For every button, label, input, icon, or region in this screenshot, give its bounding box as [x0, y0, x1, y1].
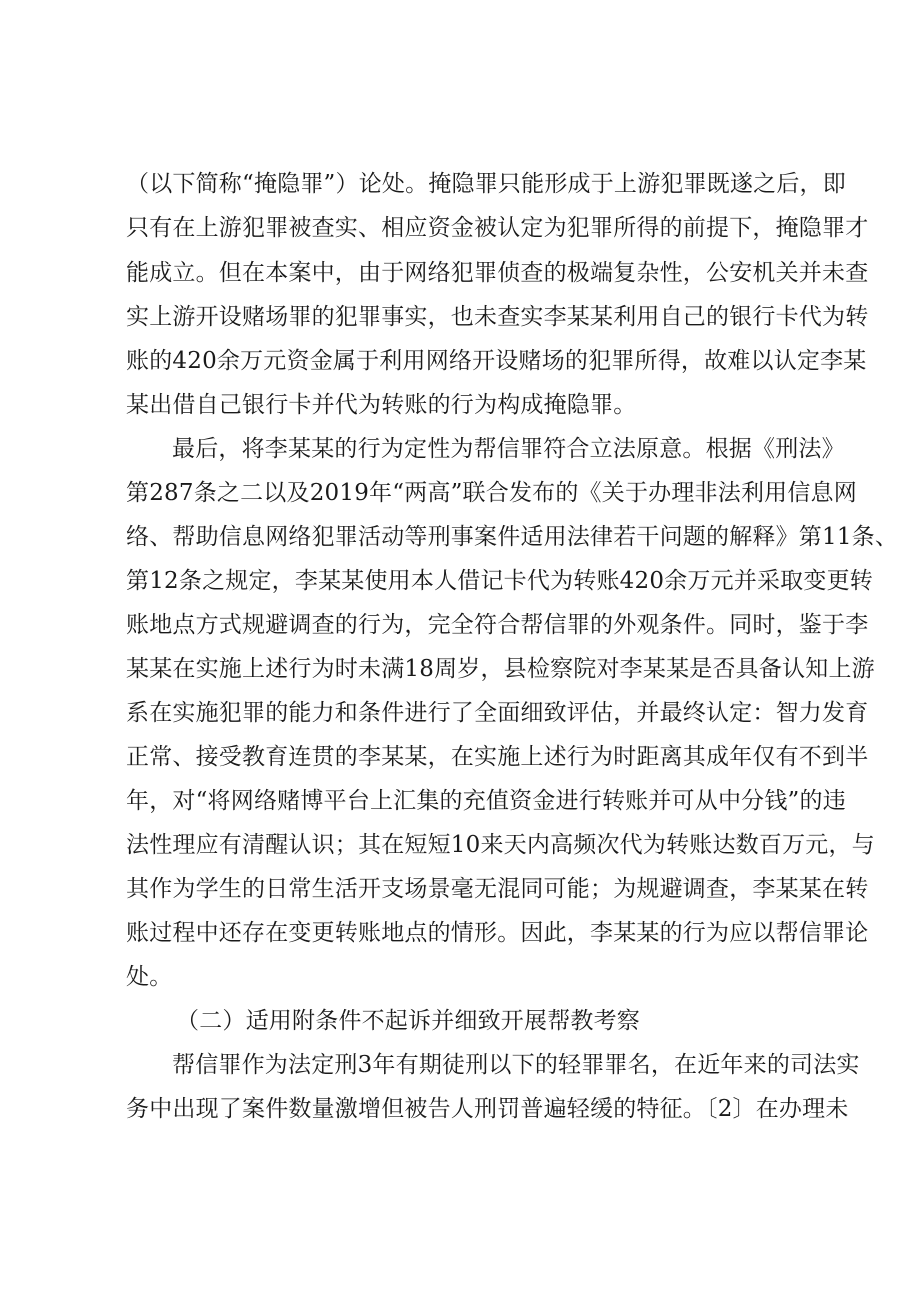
paragraph-2-line-3: 络、帮助信息网络犯罪活动等刑事案件适用法律若干问题的解释》第11条、	[126, 524, 899, 550]
paragraph-2-line-7: 系在实施犯罪的能力和条件进行了全面细致评估，并最终认定：智力发育	[126, 700, 869, 726]
paragraph-2-line-11: 其作为学生的日常生活开支场景毫无混同可能；为规避调查，李某某在转	[126, 876, 869, 902]
paragraph-2-line-8: 正常、接受教育连贯的李某某，在实施上述行为时距离其成年仅有不到半	[126, 744, 869, 770]
paragraph-1-line-6: 某出借自己银行卡并代为转账的行为构成掩隐罪。	[126, 392, 637, 418]
paragraph-1-line-5: 账的420余万元资金属于利用网络开设赌场的犯罪所得，故难以认定李某	[126, 348, 867, 374]
paragraph-2-line-12: 账过程中还存在变更转账地点的情形。因此，李某某的行为应以帮信罪论	[126, 920, 869, 946]
paragraph-2-line-6: 某某在实施上述行为时未满18周岁，县检察院对李某某是否具备认知上游	[126, 656, 875, 682]
section-heading: （二）适用附条件不起诉并细致开展帮教考察	[176, 1008, 640, 1034]
paragraph-2-line-13: 处。	[126, 964, 173, 990]
paragraph-2-line-10: 法性理应有清醒认识；其在短短10来天内高频次代为转账达数百万元，与	[126, 832, 875, 858]
paragraph-2-line-1: 最后，将李某某的行为定性为帮信罪符合立法原意。根据《刑法》	[172, 436, 845, 462]
paragraph-1-line-2: 只有在上游犯罪被查实、相应资金被认定为犯罪所得的前提下，掩隐罪才	[126, 215, 869, 241]
paragraph-2-line-2: 第287条之二以及2019年“两高”联合发布的《关于办理非法利用信息网	[126, 480, 857, 506]
paragraph-3-line-1: 帮信罪作为法定刑3年有期徒刑以下的轻罪罪名，在近年来的司法实	[172, 1052, 860, 1078]
paragraph-1-line-3: 能成立。但在本案中，由于网络犯罪侦查的极端复杂性，公安机关并未查	[126, 260, 869, 286]
paragraph-2-line-5: 账地点方式规避调查的行为，完全符合帮信罪的外观条件。同时，鉴于李	[126, 612, 869, 638]
paragraph-1-line-4: 实上游开设赌场罪的犯罪事实，也未查实李某某利用自己的银行卡代为转	[126, 304, 869, 330]
paragraph-3-line-2: 务中出现了案件数量激增但被告人刑罚普遍轻缓的特征。〔2〕在办理未	[126, 1096, 849, 1122]
paragraph-1-line-1: （以下简称“掩隐罪”）论处。掩隐罪只能形成于上游犯罪既遂之后，即	[126, 171, 846, 197]
paragraph-2-line-4: 第12条之规定，李某某使用本人借记卡代为转账420余万元并采取变更转	[126, 568, 873, 594]
paragraph-2-line-9: 年，对“将网络赌博平台上汇集的充值资金进行转账并可从中分钱”的违	[126, 788, 846, 814]
